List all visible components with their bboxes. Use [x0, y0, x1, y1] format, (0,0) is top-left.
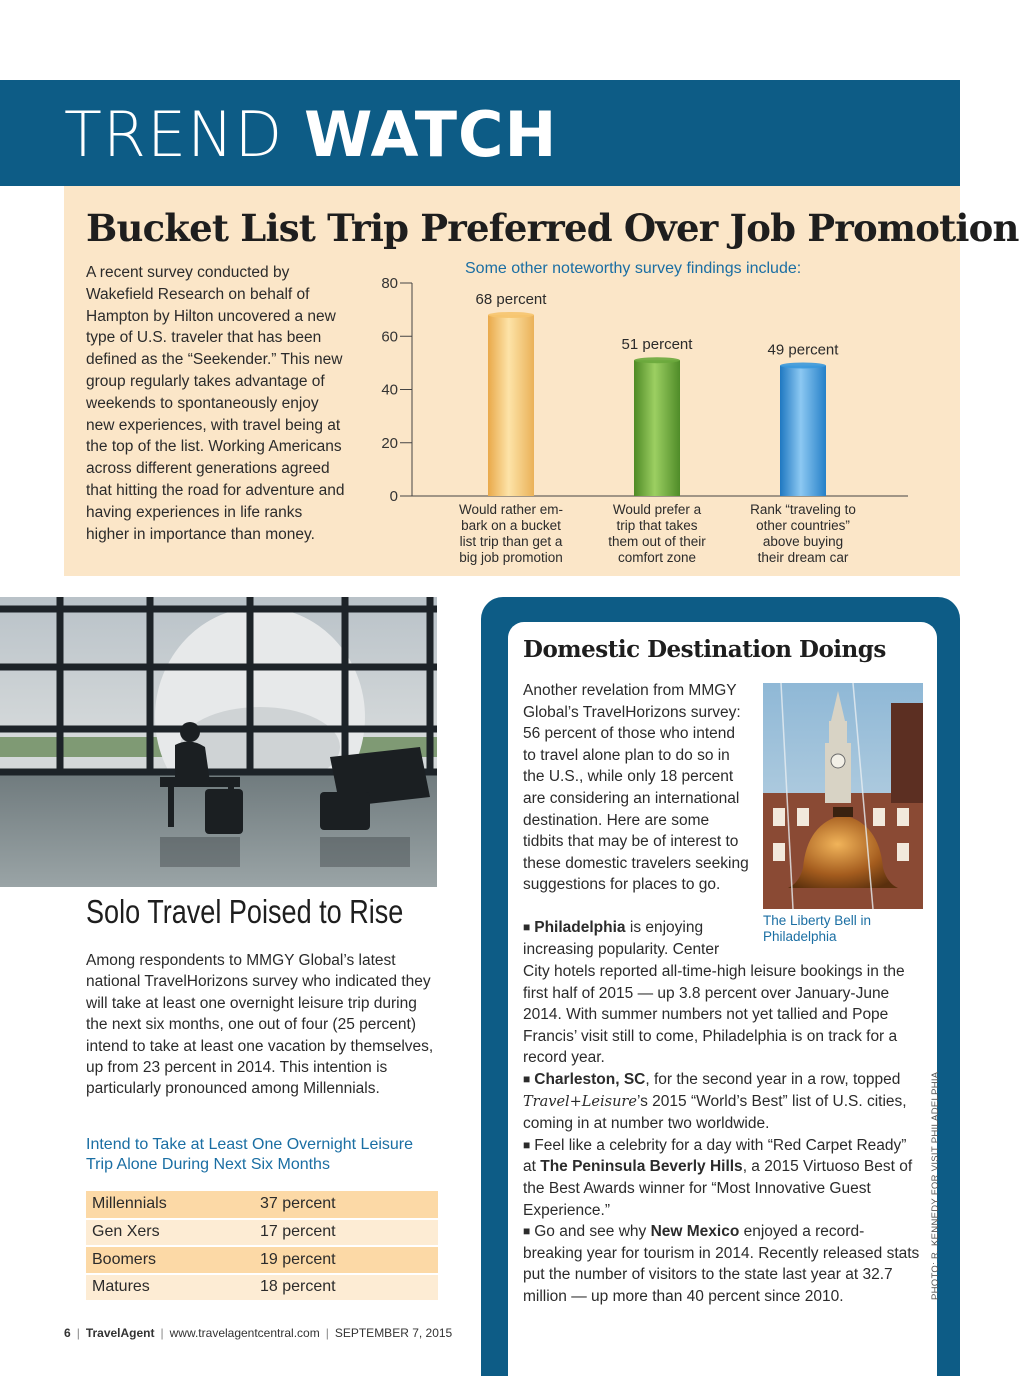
domestic-bullets — [523, 961, 921, 1308]
footer-url[interactable]: www.travelagentcentral.com — [169, 1326, 320, 1340]
solo-table — [86, 1191, 438, 1302]
y-tick-label: 0 — [389, 488, 398, 505]
bullet-new-mexico — [523, 1221, 921, 1307]
section-title-light: TREND — [64, 98, 304, 171]
bullet-new-mexico-text: Go and see why — [534, 1223, 651, 1241]
bullet-new-mexico-bold: New Mexico — [650, 1223, 740, 1241]
table-row — [86, 1274, 438, 1302]
table-cell-group: Millennials — [86, 1191, 254, 1219]
table-row — [86, 1246, 438, 1274]
bar-cap — [488, 312, 534, 318]
bullet-icon: ■ — [523, 1137, 531, 1152]
category-label: big job promotion — [459, 550, 563, 565]
category-label: bark on a bucket — [461, 518, 561, 533]
data-label: 49 percent — [767, 341, 839, 359]
category-label: Would rather em- — [458, 502, 564, 517]
category-label: comfort zone — [617, 550, 697, 565]
bullet-charleston — [523, 1069, 921, 1135]
bar — [634, 360, 680, 496]
bullet-charleston-text-end: ’s 2015 “World’s Best” list of U.S. cities, coming in at number two worldwide. — [523, 1092, 907, 1133]
bullet-icon: ■ — [523, 1224, 531, 1239]
footer-divider: | — [160, 1326, 164, 1340]
section-title — [64, 98, 558, 171]
category-label: above buying — [762, 534, 844, 549]
solo-body: Among respondents to MMGY Global’s latest national TravelHorizons survey who indicated they will take at least one overnight leisure trip during the next six months, one out of four (25 percent) intend to take at least one vacation by themselves, up from 23 percent in 2014. This intention is particularly pronounced among Millennials. — [86, 952, 434, 1098]
table-cell-value: 37 percent — [254, 1191, 438, 1219]
liberty-bell-photo — [763, 683, 923, 909]
y-tick-label: 60 — [381, 328, 398, 346]
bullet-new-mexico-text-end: enjoyed a record-breaking year for tourism in 2014. Recently released stats put the number of visitors to the state last year at 32.7 million — up more than 40 percent since 2010. — [523, 1223, 920, 1305]
table-cell-group: Boomers — [86, 1246, 254, 1274]
page-footer — [64, 1326, 452, 1340]
category-label: trip that takes — [616, 518, 698, 533]
photo-caption: The Liberty Bell in Philadelphia — [763, 913, 872, 944]
solo-table-title: Intend to Take at Least One Overnight Leisure Trip Alone During Next Six Months — [86, 1136, 414, 1173]
chart-subtitle: Some other noteworthy survey findings include: — [465, 260, 802, 277]
section-title-bold: WATCH — [303, 98, 558, 171]
bullet-philadelphia-text: is enjoying increasing popularity. Center — [523, 919, 720, 958]
bullet-peninsula — [523, 1135, 921, 1221]
table-cell-group: Matures — [86, 1274, 254, 1302]
bar-cap — [634, 357, 680, 363]
bullet-philadelphia-lead — [523, 917, 753, 960]
bullet-charleston-text: , for the second year in a row, topped — [645, 1070, 901, 1088]
category-label: their dream car — [757, 550, 849, 565]
footer-divider: | — [76, 1326, 80, 1340]
category-label: them out of their — [608, 534, 706, 549]
intro-paragraph: A recent survey conducted by Wakefield Research on behalf of Hampton by Hilton uncovered a new type of U.S. traveler that has been defined as the “Seekender.” This new group regularly takes advantage of weekends to spontaneously enjoy new experiences, with travel being at the top of the list. Working Americans across different generations agreed that hitting the road for adventure and having experiences in life ranks higher in importance than money. — [86, 264, 345, 543]
photo-credit: PHOTO: R. KENNEDY FOR VISIT PHILADELPHIA — [930, 1071, 941, 1300]
page-number: 6 — [64, 1326, 71, 1340]
y-tick-label: 40 — [381, 381, 398, 399]
headline: Bucket List Trip Preferred Over Job Promotion — [86, 206, 1019, 250]
category-label: Would prefer a — [612, 502, 702, 517]
category-label: Rank “traveling to — [750, 502, 856, 517]
y-tick-label: 20 — [381, 434, 398, 452]
bullet-peninsula-text-end: , a 2015 Virtuoso Best of the Best Awards winner for “Most Innovative Guest Experience.” — [523, 1158, 913, 1219]
y-tick-label: 80 — [381, 275, 398, 292]
table-cell-value: 17 percent — [254, 1219, 438, 1247]
table-row — [86, 1219, 438, 1247]
bullet-philadelphia-bold: Philadelphia — [534, 919, 626, 936]
domestic-intro: Another revelation from MMGY Global’s TravelHorizons survey: 56 percent of those who intend to travel alone plan to do so in the U.S., while only 18 percent are considering an international destination. Here are some tidbits that may be of interest to these domestic travelers seeking suggestions for places to go. — [523, 682, 749, 894]
solo-title: Solo Travel Poised to Rise — [86, 893, 404, 930]
airport-terminal-photo — [0, 597, 437, 887]
data-label: 51 percent — [621, 336, 693, 354]
data-label: 68 percent — [475, 290, 547, 308]
bullet-icon: ■ — [523, 1071, 531, 1086]
domestic-title: Domestic Destination Doings — [523, 636, 886, 663]
footer-date: SEPTEMBER 7, 2015 — [334, 1326, 453, 1340]
bullet-peninsula-bold: The Peninsula Beverly Hills — [540, 1158, 743, 1176]
table-cell-value: 19 percent — [254, 1246, 438, 1274]
bullet-charleston-italic: Travel+Leisure — [523, 1093, 637, 1110]
bar-cap — [780, 363, 826, 369]
footer-divider: | — [325, 1326, 329, 1340]
table-row — [86, 1191, 438, 1219]
table-cell-value: 18 percent — [254, 1274, 438, 1302]
bullet-charleston-bold: Charleston, SC — [534, 1070, 646, 1088]
table-cell-group: Gen Xers — [86, 1219, 254, 1247]
survey-bar-chart — [360, 270, 920, 575]
bullet-peninsula-text: Feel like a celebrity for a day with “Red Carpet Ready” at — [523, 1136, 907, 1176]
bar — [780, 366, 826, 496]
footer-brand: TravelAgent — [85, 1326, 155, 1340]
bar — [488, 315, 534, 496]
category-label: other countries” — [756, 518, 850, 533]
category-label: list trip than get a — [459, 534, 563, 549]
bullet-philadelphia-cont: City hotels reported all-time-high leisure bookings in the first half of 2015 — up 3.8 percent over January-June 2014. With summer numbers not yet tallied and Pope Francis’ visit still to come, Philadelphia is on track for a record year. — [523, 963, 905, 1067]
bullet-icon: ■ — [523, 920, 531, 934]
